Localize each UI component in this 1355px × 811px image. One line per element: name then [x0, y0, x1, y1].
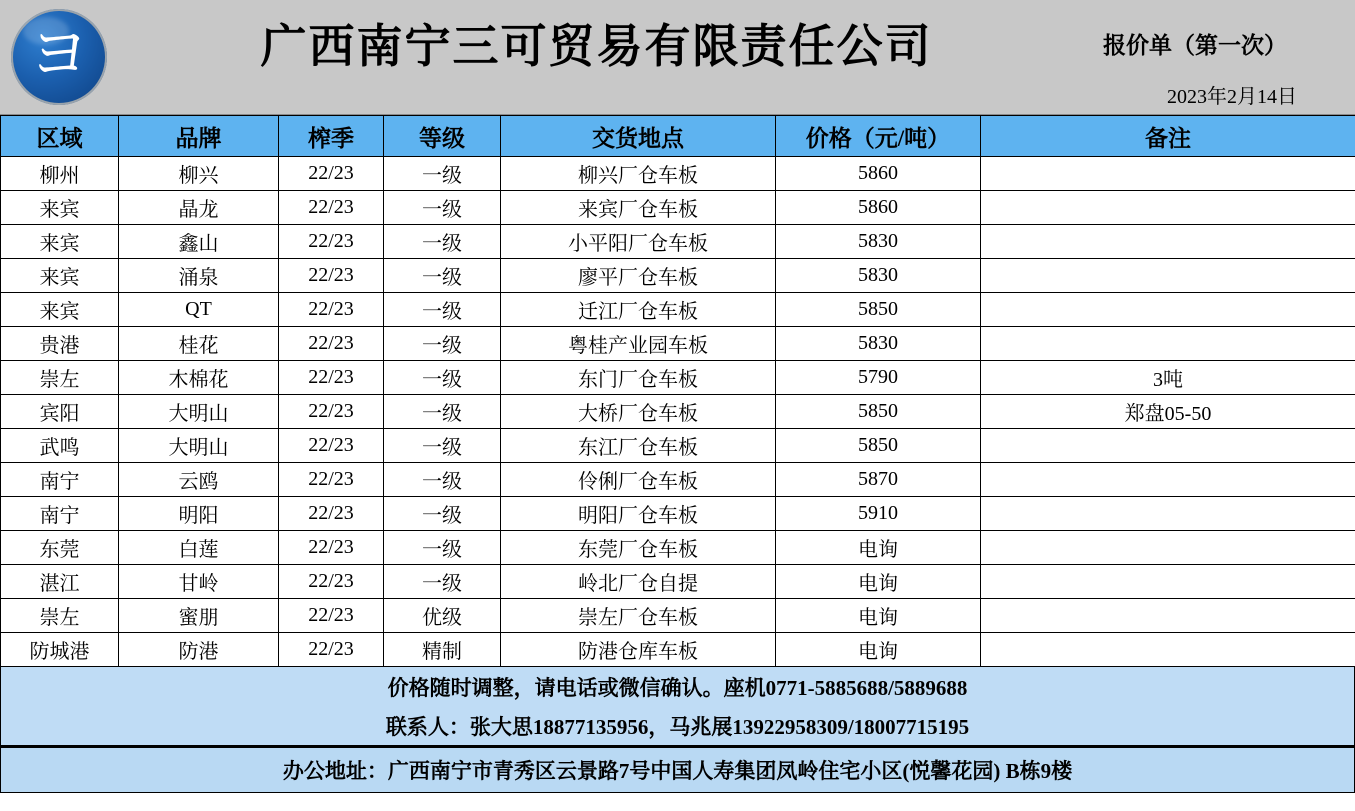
cell-price: 5860 — [776, 157, 981, 191]
cell-region: 南宁 — [1, 463, 119, 497]
cell-note — [981, 157, 1355, 191]
cell-price: 5850 — [776, 429, 981, 463]
date-row — [118, 80, 1355, 114]
table-body — [1, 157, 1355, 667]
cell-grade: 一级 — [384, 225, 501, 259]
logo-glyph: ヨ — [27, 21, 90, 89]
cell-brand: 甘岭 — [119, 565, 279, 599]
cell-brand: 晶龙 — [119, 191, 279, 225]
table-row — [1, 157, 1355, 191]
cell-price: 5850 — [776, 395, 981, 429]
cell-price: 电询 — [776, 633, 981, 667]
cell-price: 电询 — [776, 531, 981, 565]
cell-note — [981, 293, 1355, 327]
cell-region: 来宾 — [1, 259, 119, 293]
column-header-region: 区域 — [1, 116, 119, 157]
cell-brand: 防港 — [119, 633, 279, 667]
column-header-price: 价格（元/吨） — [776, 116, 981, 157]
note-contacts: 联系人：张大思18877135956，马兆展13922958309/18007715195 — [385, 714, 970, 739]
cell-region: 崇左 — [1, 599, 119, 633]
cell-region: 贵港 — [1, 327, 119, 361]
column-header-season: 榨季 — [279, 116, 384, 157]
cell-price: 5870 — [776, 463, 981, 497]
table-row — [1, 259, 1355, 293]
cell-region: 湛江 — [1, 565, 119, 599]
table-row — [1, 395, 1355, 429]
cell-brand: 大明山 — [119, 429, 279, 463]
cell-note — [981, 225, 1355, 259]
cell-grade: 一级 — [384, 327, 501, 361]
table-row — [1, 599, 1355, 633]
column-header-brand: 品牌 — [119, 116, 279, 157]
cell-season: 22/23 — [279, 463, 384, 497]
document-header — [0, 0, 1355, 115]
cell-season: 22/23 — [279, 225, 384, 259]
cell-price: 5850 — [776, 293, 981, 327]
cell-price: 5790 — [776, 361, 981, 395]
cell-price: 5830 — [776, 327, 981, 361]
table-row — [1, 191, 1355, 225]
office-address: 办公地址：广西南宁市青秀区云景路7号中国人寿集团凤岭住宅小区(悦馨花园) B栋9楼 — [0, 746, 1355, 793]
cell-delivery-place: 廖平厂仓车板 — [501, 259, 776, 293]
cell-brand: 明阳 — [119, 497, 279, 531]
cell-grade: 精制 — [384, 633, 501, 667]
cell-region: 宾阳 — [1, 395, 119, 429]
quotation-date: 2023年2月14日 — [1167, 86, 1297, 108]
logo-cell — [0, 0, 118, 114]
cell-delivery-place: 大桥厂仓车板 — [501, 395, 776, 429]
cell-region: 防城港 — [1, 633, 119, 667]
table-header — [1, 116, 1355, 157]
cell-season: 22/23 — [279, 259, 384, 293]
cell-delivery-place: 伶俐厂仓车板 — [501, 463, 776, 497]
cell-note — [981, 463, 1355, 497]
cell-brand: 涌泉 — [119, 259, 279, 293]
cell-season: 22/23 — [279, 429, 384, 463]
cell-price: 5830 — [776, 259, 981, 293]
cell-note — [981, 259, 1355, 293]
cell-delivery-place: 东门厂仓车板 — [501, 361, 776, 395]
company-title: 广西南宁三可贸易有限责任公司 — [260, 21, 933, 72]
cell-price: 5830 — [776, 225, 981, 259]
cell-grade: 一级 — [384, 395, 501, 429]
table-header-row — [1, 116, 1355, 157]
cell-season: 22/23 — [279, 157, 384, 191]
cell-brand: 大明山 — [119, 395, 279, 429]
cell-region: 来宾 — [1, 191, 119, 225]
column-header-note: 备注 — [981, 116, 1355, 157]
cell-delivery-place: 来宾厂仓车板 — [501, 191, 776, 225]
cell-note: 3吨 — [981, 361, 1355, 395]
cell-brand: 云鸥 — [119, 463, 279, 497]
cell-note — [981, 633, 1355, 667]
cell-season: 22/23 — [279, 565, 384, 599]
cell-grade: 一级 — [384, 429, 501, 463]
cell-price: 电询 — [776, 599, 981, 633]
cell-grade: 一级 — [384, 259, 501, 293]
cell-price: 5910 — [776, 497, 981, 531]
cell-season: 22/23 — [279, 497, 384, 531]
cell-region: 南宁 — [1, 497, 119, 531]
cell-season: 22/23 — [279, 395, 384, 429]
cell-note — [981, 531, 1355, 565]
cell-grade: 一级 — [384, 191, 501, 225]
cell-brand: QT — [119, 293, 279, 327]
table-row — [1, 361, 1355, 395]
cell-season: 22/23 — [279, 531, 384, 565]
cell-delivery-place: 小平阳厂仓车板 — [501, 225, 776, 259]
cell-brand: 鑫山 — [119, 225, 279, 259]
cell-grade: 一级 — [384, 531, 501, 565]
cell-note — [981, 565, 1355, 599]
table-row — [1, 225, 1355, 259]
cell-grade: 一级 — [384, 463, 501, 497]
cell-brand: 蜜朋 — [119, 599, 279, 633]
cell-delivery-place: 岭北厂仓自提 — [501, 565, 776, 599]
table-row — [1, 327, 1355, 361]
cell-season: 22/23 — [279, 633, 384, 667]
cell-delivery-place: 迁江厂仓车板 — [501, 293, 776, 327]
cell-price: 电询 — [776, 565, 981, 599]
title-row — [118, 0, 1355, 80]
table-row — [1, 633, 1355, 667]
column-header-grade: 等级 — [384, 116, 501, 157]
table-row — [1, 293, 1355, 327]
cell-note — [981, 599, 1355, 633]
cell-season: 22/23 — [279, 191, 384, 225]
column-header-delivery-place: 交货地点 — [501, 116, 776, 157]
cell-delivery-place: 柳兴厂仓车板 — [501, 157, 776, 191]
cell-brand: 木棉花 — [119, 361, 279, 395]
cell-grade: 一级 — [384, 361, 501, 395]
cell-brand: 柳兴 — [119, 157, 279, 191]
title-block — [118, 0, 1355, 114]
cell-region: 东莞 — [1, 531, 119, 565]
cell-season: 22/23 — [279, 599, 384, 633]
cell-delivery-place: 粤桂产业园车板 — [501, 327, 776, 361]
cell-note — [981, 429, 1355, 463]
table-row — [1, 429, 1355, 463]
cell-note — [981, 191, 1355, 225]
cell-note — [981, 327, 1355, 361]
cell-grade: 优级 — [384, 599, 501, 633]
cell-note: 郑盘05-50 — [981, 395, 1355, 429]
cell-season: 22/23 — [279, 361, 384, 395]
cell-season: 22/23 — [279, 293, 384, 327]
notes-block — [0, 667, 1355, 746]
cell-delivery-place: 东江厂仓车板 — [501, 429, 776, 463]
cell-brand: 桂花 — [119, 327, 279, 361]
cell-region: 来宾 — [1, 225, 119, 259]
cell-region: 来宾 — [1, 293, 119, 327]
company-logo-icon — [11, 9, 107, 105]
note-price-confirm: 价格随时调整，请电话或微信确认。座机0771-5885688/5889688 — [387, 675, 968, 700]
cell-price: 5860 — [776, 191, 981, 225]
cell-brand: 白莲 — [119, 531, 279, 565]
cell-delivery-place: 东莞厂仓车板 — [501, 531, 776, 565]
cell-delivery-place: 崇左厂仓车板 — [501, 599, 776, 633]
quotation-label: 报价单（第一次） — [1103, 32, 1287, 58]
cell-region: 柳州 — [1, 157, 119, 191]
cell-note — [981, 497, 1355, 531]
cell-grade: 一级 — [384, 497, 501, 531]
table-row — [1, 565, 1355, 599]
pricing-table — [0, 115, 1355, 667]
cell-grade: 一级 — [384, 565, 501, 599]
cell-region: 崇左 — [1, 361, 119, 395]
table-row — [1, 463, 1355, 497]
cell-season: 22/23 — [279, 327, 384, 361]
table-row — [1, 531, 1355, 565]
cell-delivery-place: 明阳厂仓车板 — [501, 497, 776, 531]
cell-grade: 一级 — [384, 293, 501, 327]
cell-region: 武鸣 — [1, 429, 119, 463]
table-row — [1, 497, 1355, 531]
cell-grade: 一级 — [384, 157, 501, 191]
cell-delivery-place: 防港仓库车板 — [501, 633, 776, 667]
